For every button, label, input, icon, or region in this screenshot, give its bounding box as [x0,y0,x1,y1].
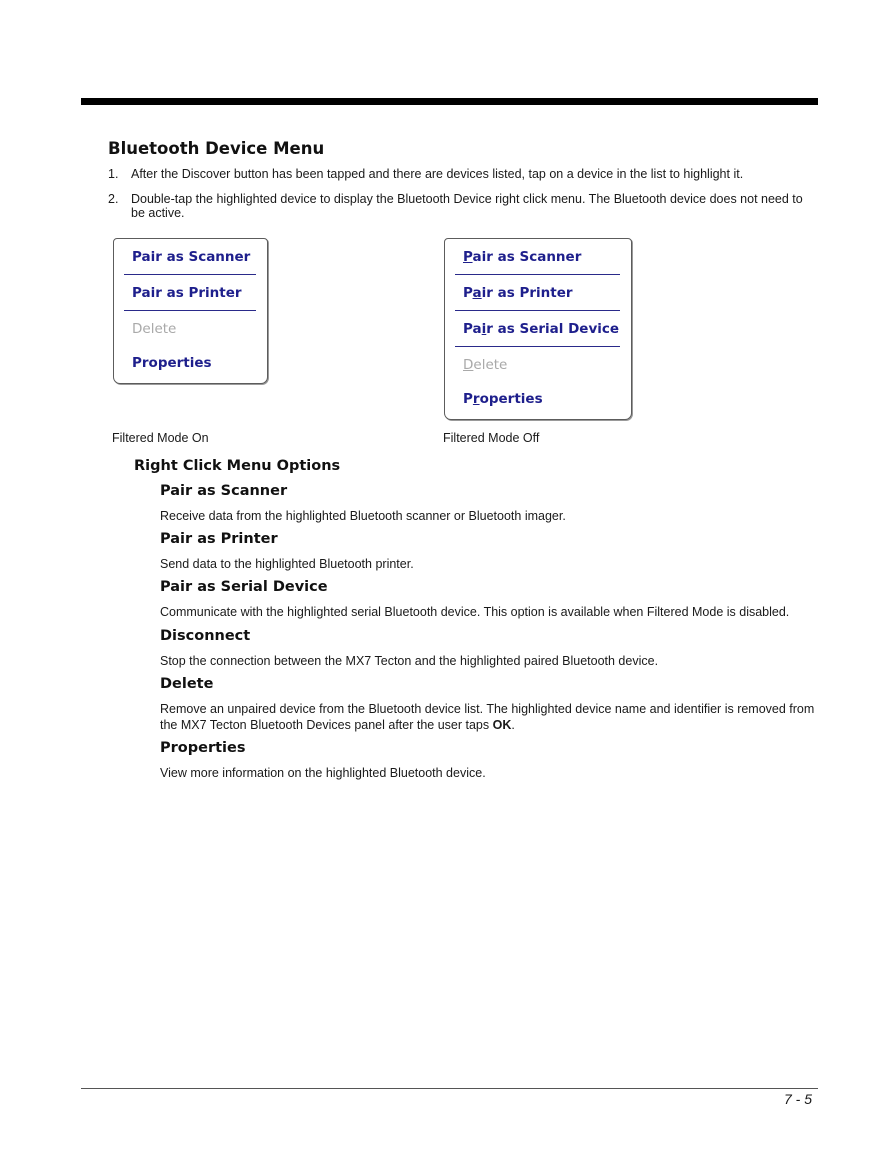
option-description-end: . [511,718,515,732]
menu-item-properties[interactable]: Properties [132,355,212,371]
option-title: Pair as Serial Device [160,579,328,595]
step-number: 2. [108,192,119,206]
item-text-post: ir as Printer [481,285,573,301]
ok-label: OK [492,718,512,732]
option-title: Properties [160,740,246,756]
option-disconnect [160,628,820,669]
option-description: Stop the connection between the MX7 Tecton and the highlighted paired Bluetooth device. [160,654,659,668]
menu-item-pair-scanner[interactable]: Pair as Scanner [124,239,256,275]
option-title: Pair as Scanner [160,483,288,499]
header-rule [81,98,818,105]
menu-item-pair-printer[interactable] [455,275,620,311]
option-description [160,701,820,733]
menu-item-pair-serial[interactable] [455,311,620,347]
option-pair-printer [160,531,820,572]
menu-item-pair-printer[interactable]: Pair as Printer [124,275,256,311]
item-text-pre: Pa [463,321,482,337]
step-item [108,167,820,181]
menu-item-properties[interactable] [445,381,631,417]
option-title: Disconnect [160,628,251,644]
option-description: Communicate with the highlighted serial Bluetooth device. This option is available when Filtered Mode is disabled. [160,605,790,619]
menu-item-delete: Delete [132,321,177,337]
context-menu-filtered-on [113,238,268,384]
page-number: 7 - 5 [783,1091,812,1107]
option-pair-serial [160,579,820,620]
option-description-text: Remove an unpaired device from the Bluetooth device list. The highlighted device name and identifier is removed from the MX7 Tecton Bluetooth Devices panel after the user taps [160,702,815,732]
item-accelerator: P [463,249,473,265]
item-text-pre: P [463,391,473,407]
option-description: Receive data from the highlighted Bluetooth scanner or Bluetooth imager. [160,509,566,523]
step-number: 1. [108,167,119,181]
caption-filtered-off: Filtered Mode Off [443,431,540,445]
item-accelerator: i [481,321,487,337]
option-title: Delete [160,676,214,692]
option-delete [160,676,820,733]
option-description: View more information on the highlighted Bluetooth device. [160,766,486,780]
item-text-post: operties [479,391,543,407]
step-item [108,192,820,220]
item-accelerator: D [463,357,474,373]
item-text-post: elete [473,357,508,373]
item-text-post: air as Scanner [472,249,582,265]
options-heading: Right Click Menu Options [134,458,341,474]
item-accelerator: r [472,391,480,407]
option-description: Send data to the highlighted Bluetooth printer. [160,557,414,571]
section-heading: Bluetooth Device Menu [108,139,325,158]
option-pair-scanner [160,483,820,524]
option-properties [160,740,820,781]
context-menu-filtered-off [444,238,632,420]
item-accelerator: a [472,285,482,301]
menu-item-delete [445,347,631,383]
caption-filtered-on: Filtered Mode On [112,431,209,445]
step-text: After the Discover button has been tapped and there are devices listed, tap on a device in the list to highlight it. [131,167,744,181]
menu-item-pair-scanner[interactable] [455,239,620,275]
item-text-post: r as Serial Device [486,321,620,337]
steps-list [108,167,820,231]
step-text: Double-tap the highlighted device to display the Bluetooth Device right click menu. The Bluetooth device does not need to be active. [131,192,803,220]
option-title: Pair as Printer [160,531,278,547]
footer-rule [81,1088,818,1089]
item-text-pre: P [463,285,473,301]
